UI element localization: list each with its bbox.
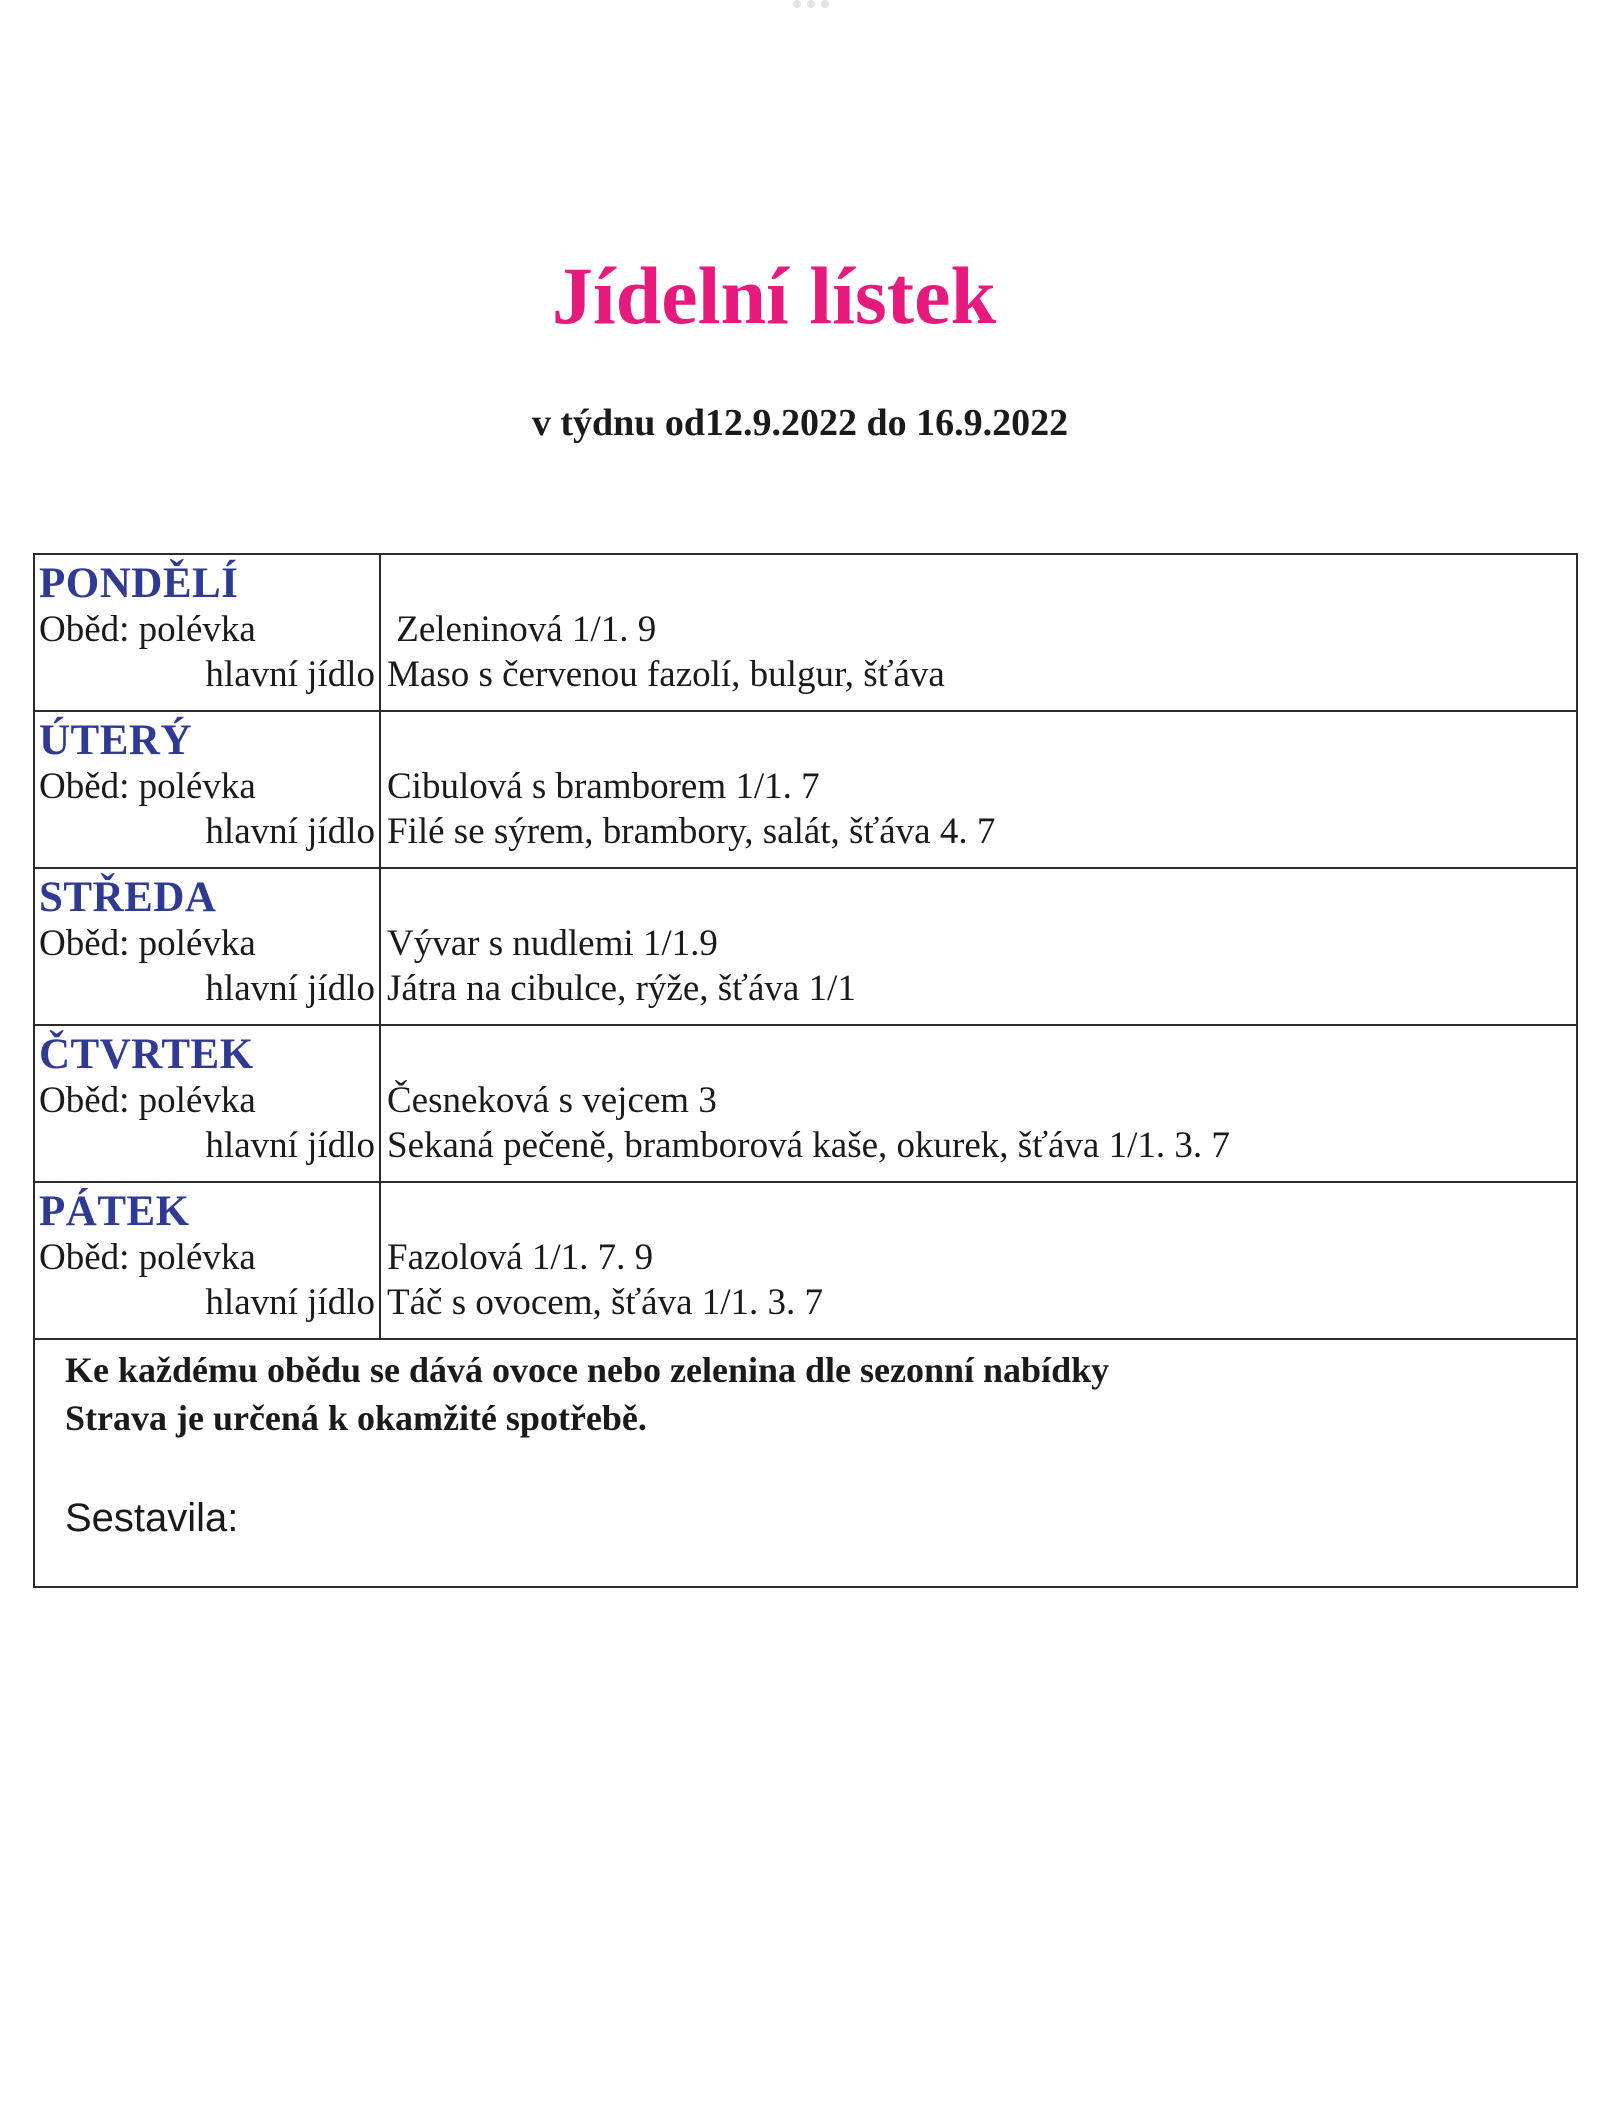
day-row-monday xyxy=(34,554,1577,711)
main-dish: Sekaná pečeně, bramborová kaše, okurek, šťáva 1/1. 3. 7 xyxy=(387,1125,1230,1166)
day-label-cell xyxy=(34,711,380,868)
soup-label: Oběd: polévka xyxy=(39,923,256,964)
soup-label: Oběd: polévka xyxy=(39,1080,256,1121)
compiled-by-label: Sestavila: xyxy=(65,1496,239,1540)
main-dish-label: hlavní jídlo xyxy=(205,811,375,852)
dish-cell xyxy=(380,1025,1577,1182)
day-name: STŘEDA xyxy=(39,874,217,921)
day-row-thursday xyxy=(34,1025,1577,1182)
day-name: PONDĚLÍ xyxy=(39,560,239,607)
day-row-tuesday xyxy=(34,711,1577,868)
soup-label: Oběd: polévka xyxy=(39,609,256,650)
soup-dish: Fazolová 1/1. 7. 9 xyxy=(387,1237,654,1278)
day-row-wednesday xyxy=(34,868,1577,1025)
dish-cell xyxy=(380,868,1577,1025)
day-name: PÁTEK xyxy=(39,1188,190,1235)
menu-table xyxy=(33,553,1578,1588)
page-title: Jídelní lístek xyxy=(551,250,997,341)
main-dish-label: hlavní jídlo xyxy=(205,1282,375,1323)
day-label-cell xyxy=(34,868,380,1025)
day-name: ČTVRTEK xyxy=(39,1031,254,1078)
soup-label: Oběd: polévka xyxy=(39,1237,256,1278)
main-dish: Táč s ovocem, šťáva 1/1. 3. 7 xyxy=(387,1282,824,1323)
page-indicator-dots xyxy=(793,0,829,8)
day-label-cell xyxy=(34,1182,380,1339)
footer-row xyxy=(34,1339,1577,1587)
soup-dish: Cibulová s bramborem 1/1. 7 xyxy=(387,766,820,807)
soup-label: Oběd: polévka xyxy=(39,766,256,807)
dish-cell xyxy=(380,554,1577,711)
dish-cell xyxy=(380,1182,1577,1339)
day-label-cell xyxy=(34,1025,380,1182)
main-dish-label: hlavní jídlo xyxy=(205,1125,375,1166)
main-dish: Filé se sýrem, brambory, salát, šťáva 4. 7 xyxy=(387,811,996,852)
week-range: v týdnu od12.9.2022 do 16.9.2022 xyxy=(531,402,1069,444)
page-dot xyxy=(821,0,829,8)
dish-cell xyxy=(380,711,1577,868)
day-name: ÚTERÝ xyxy=(39,717,193,764)
consumption-note: Strava je určená k okamžité spotřebě. xyxy=(65,1398,647,1438)
day-row-friday xyxy=(34,1182,1577,1339)
soup-dish: Vývar s nudlemi 1/1.9 xyxy=(387,923,718,964)
main-dish-label: hlavní jídlo xyxy=(205,654,375,695)
day-label-cell xyxy=(34,554,380,711)
page-dot xyxy=(793,0,801,8)
footer-cell xyxy=(34,1339,1577,1587)
page-dot xyxy=(807,0,815,8)
main-dish: Maso s červenou fazolí, bulgur, šťáva xyxy=(387,654,945,695)
soup-dish: Česneková s vejcem 3 xyxy=(387,1080,717,1121)
main-dish: Játra na cibulce, rýže, šťáva 1/1 xyxy=(387,968,856,1009)
fruit-note: Ke každému obědu se dává ovoce nebo zelenina dle sezonní nabídky xyxy=(65,1350,1110,1390)
soup-dish: Zeleninová 1/1. 9 xyxy=(387,609,657,650)
main-dish-label: hlavní jídlo xyxy=(205,968,375,1009)
